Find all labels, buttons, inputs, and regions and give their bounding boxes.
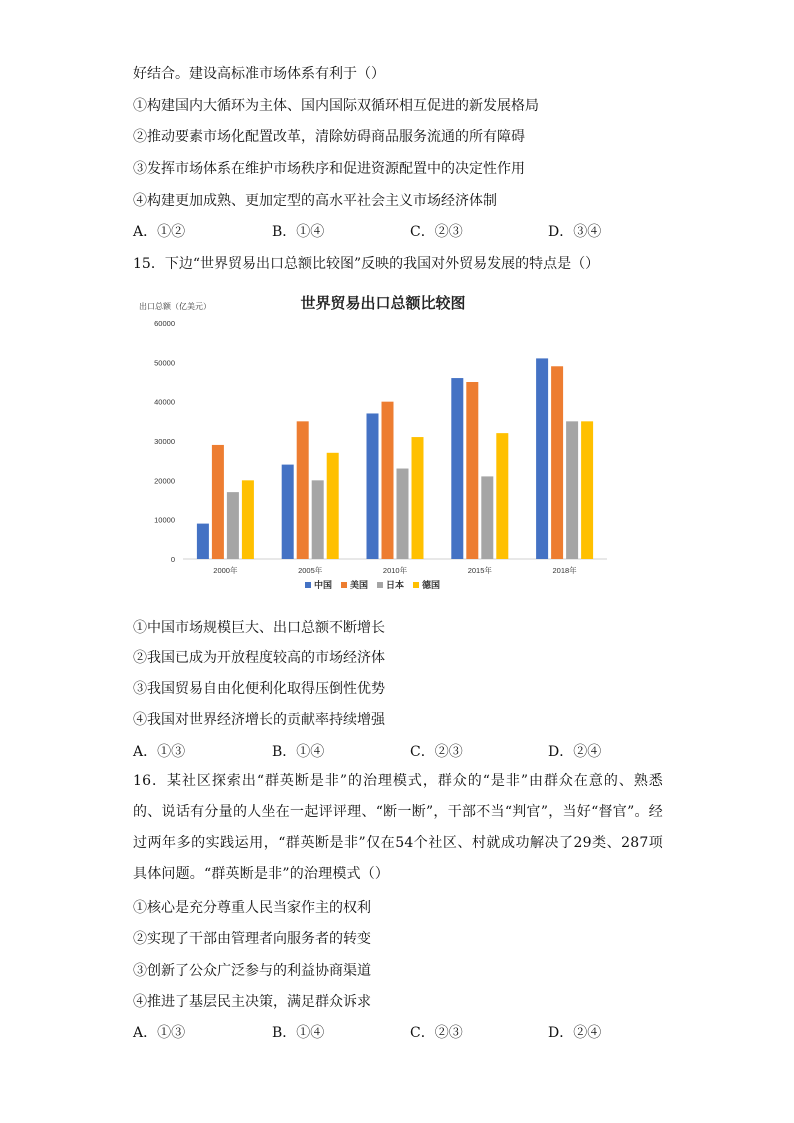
q14-option-d[interactable]: D．③④ [548, 224, 602, 240]
q15-options [133, 743, 693, 761]
bar-日本-2005年 [312, 480, 324, 559]
q14-stem-tail: 好结合。建设高标准市场体系有利于（） [133, 66, 385, 82]
bar-德国-2015年 [496, 433, 508, 559]
bar-德国-2000年 [242, 480, 254, 559]
bar-日本-2015年 [481, 476, 493, 559]
bar-美国-2018年 [551, 366, 563, 559]
q14-option-b[interactable]: B．①④ [272, 224, 325, 240]
q15-option-c[interactable]: C．②③ [410, 744, 463, 760]
q16-item-2: ②实现了干部由管理者向服务者的转变 [133, 931, 371, 947]
bar-中国-2005年 [282, 465, 294, 559]
q15-item-3: ③我国贸易自由化便利化取得压倒性优势 [133, 681, 385, 697]
legend-swatch-美国 [341, 582, 347, 588]
q15-option-b[interactable]: B．①④ [272, 744, 325, 760]
legend-label-美国: 美国 [350, 581, 369, 591]
legend-swatch-德国 [413, 582, 419, 588]
y-tick-label: 30000 [154, 437, 175, 446]
y-axis-ticks [154, 319, 175, 564]
legend-label-德国: 德国 [422, 581, 441, 591]
legend-label-中国: 中国 [314, 581, 333, 591]
bars-group [197, 358, 593, 559]
x-axis-ticks [213, 565, 577, 575]
legend-swatch-中国 [305, 582, 311, 588]
chart-legend [305, 579, 440, 591]
q16-option-c[interactable]: C．②③ [410, 1025, 463, 1041]
bar-中国-2015年 [451, 378, 463, 559]
q16-stem: 16．某社区探索出“群英断是非”的治理模式，群众的“是非”由群众在意的、熟悉的、说话有分量的人坐在一起评评理、“断一断”，干部不当“判官”，当好“督官”。经过两年多的实践运用，“群英断是非”仅在54个社区、村就成功解决了29类、287项具体问题。“群英断是非”的治理模式（） [133, 773, 663, 882]
x-tick-label: 2010年 [382, 566, 408, 575]
q16-item-3: ③创新了公众广泛参与的利益协商渠道 [133, 963, 371, 979]
q14-options [133, 223, 693, 241]
q15-item-4: ④我国对世界经济增长的贡献率持续增强 [133, 712, 385, 728]
q14-item-2: ②推动要素市场化配置改革，清除妨碍商品服务流通的所有障碍 [133, 129, 525, 145]
bar-美国-2000年 [212, 445, 224, 559]
q15-stem: 15．下边“世界贸易出口总额比较图”反映的我国对外贸易发展的特点是（） [133, 256, 600, 272]
y-tick-label: 0 [170, 555, 175, 564]
bar-美国-2005年 [297, 421, 309, 559]
export-bar-chart [133, 288, 613, 600]
q14-option-a[interactable]: A．①② [133, 224, 186, 240]
q16-item-1: ①核心是充分尊重人民当家作主的权利 [133, 900, 371, 916]
q14-item-1: ①构建国内大循环为主体、国内国际双循环相互促进的新发展格局 [133, 98, 539, 114]
q16-options [133, 1024, 693, 1042]
q16-option-d[interactable]: D．②④ [548, 1025, 602, 1041]
bar-德国-2010年 [412, 437, 424, 559]
y-tick-label: 50000 [154, 358, 175, 368]
x-tick-label: 2005年 [298, 566, 323, 575]
x-tick-label: 2000年 [213, 566, 238, 575]
q15-item-1: ①中国市场规模巨大、出口总额不断增长 [133, 620, 385, 636]
q16-option-b[interactable]: B．①④ [272, 1025, 325, 1041]
bar-德国-2018年 [581, 421, 593, 559]
y-tick-label: 10000 [154, 515, 175, 525]
bar-美国-2010年 [382, 402, 394, 559]
bar-日本-2018年 [566, 421, 578, 559]
y-tick-label: 60000 [154, 319, 175, 328]
y-tick-label: 40000 [154, 397, 175, 407]
q15-option-a[interactable]: A．①③ [133, 744, 186, 760]
q14-option-c[interactable]: C．②③ [410, 224, 463, 240]
q16-item-4: ④推进了基层民主决策，满足群众诉求 [133, 994, 371, 1010]
bar-德国-2005年 [327, 453, 339, 559]
q14-item-3: ③发挥市场体系在维护市场秩序和促进资源配置中的决定性作用 [133, 161, 525, 177]
bar-中国-2018年 [536, 358, 548, 559]
legend-swatch-日本 [377, 582, 383, 588]
chart-ylabel: 出口总额（亿美元） [139, 302, 211, 311]
bar-日本-2000年 [227, 492, 239, 559]
bar-中国-2000年 [197, 524, 209, 559]
bar-中国-2010年 [367, 413, 379, 559]
x-tick-label: 2015年 [467, 566, 492, 575]
q16-option-a[interactable]: A．①③ [133, 1025, 186, 1041]
legend-label-日本: 日本 [386, 581, 405, 591]
chart-title: 世界贸易出口总额比较图 [300, 294, 466, 312]
x-tick-label: 2018年 [552, 566, 577, 575]
bar-日本-2010年 [397, 469, 409, 559]
bar-美国-2015年 [466, 382, 478, 559]
q15-item-2: ②我国已成为开放程度较高的市场经济体 [133, 650, 385, 666]
y-tick-label: 20000 [154, 476, 175, 486]
q14-item-4: ④构建更加成熟、更加定型的高水平社会主义市场经济体制 [133, 193, 497, 209]
q15-option-d[interactable]: D．②④ [548, 744, 602, 760]
